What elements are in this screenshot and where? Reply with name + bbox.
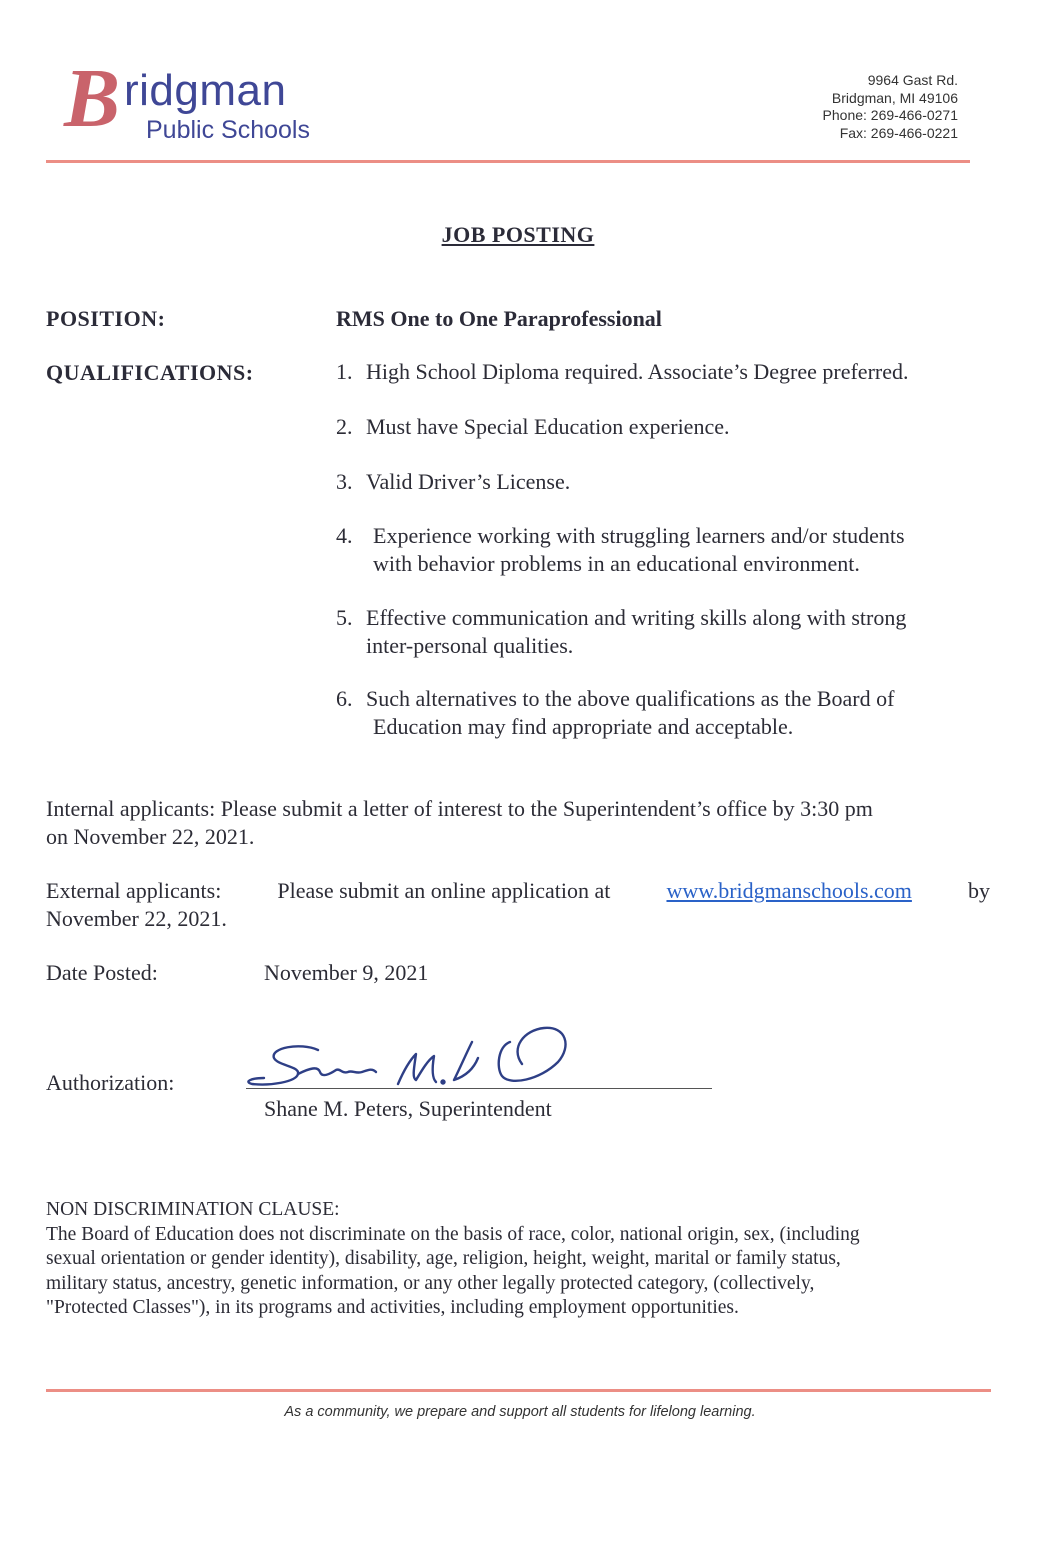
- logo-big-b: B: [64, 52, 121, 145]
- address-city: Bridgman, MI 49106: [831, 89, 958, 106]
- qualification-text: Experience working with struggling learners and/or students: [373, 523, 905, 548]
- external-line-1: [46, 877, 990, 905]
- qualification-text: Effective communication and writing skills along with strong: [366, 605, 907, 630]
- internal-line-2: on November 22, 2021.: [46, 824, 255, 849]
- address-fax: Fax: 269-466-0221: [839, 124, 958, 141]
- position-label: POSITION:: [46, 306, 166, 331]
- page-title: JOB POSTING: [441, 222, 595, 247]
- date-posted-value: November 9, 2021: [264, 960, 429, 985]
- external-line-2: November 22, 2021.: [46, 906, 227, 931]
- clause-line: sexual orientation or gender identity), disability, age, religion, height, weight, marital or family status,: [46, 1248, 841, 1270]
- qualifications-label: QUALIFICATIONS:: [46, 360, 254, 385]
- school-logo: [64, 52, 344, 150]
- logo-subtitle: Public Schools: [146, 116, 310, 144]
- date-posted-label: Date Posted:: [46, 960, 158, 985]
- clause-line: "Protected Classes"), in its programs and activities, including employment opportunities.: [46, 1297, 739, 1319]
- qualification-text: inter-personal qualities.: [366, 633, 574, 658]
- qualification-4: [336, 522, 905, 578]
- signer-name: Shane M. Peters, Superintendent: [264, 1096, 552, 1121]
- external-applicants: [46, 877, 990, 933]
- footer-motto: As a community, we prepare and support all students for lifelong learning.: [284, 1404, 756, 1420]
- qualification-text: Such alternatives to the above qualifications as the Board of: [366, 686, 895, 711]
- address-phone: Phone: 269-466-0271: [822, 107, 958, 123]
- external-by: by: [967, 878, 990, 903]
- signature-line: [246, 1088, 712, 1089]
- qualification-text: Education may find appropriate and acceptable.: [373, 714, 794, 739]
- signature-image: [240, 1018, 600, 1098]
- qualification-1: [336, 358, 909, 386]
- qualification-text: with behavior problems in an educational environment.: [373, 551, 860, 576]
- qualification-text: Valid Driver’s License.: [366, 469, 571, 494]
- qualification-number: 4.: [336, 523, 353, 548]
- internal-line-1: Internal applicants: Please submit a letter of interest to the Superintendent’s office by 3:30 pm: [46, 796, 873, 821]
- qualification-number: 1.: [336, 359, 353, 384]
- website-link[interactable]: www.bridgmanschools.com: [666, 878, 912, 903]
- nondiscrimination-clause: [46, 1198, 1006, 1321]
- qualification-5: [336, 604, 906, 660]
- internal-applicants: [46, 795, 996, 851]
- qualification-3: [336, 468, 570, 496]
- qualification-number: 6.: [336, 686, 353, 711]
- qualification-number: 5.: [336, 605, 353, 630]
- logo-wordmark: ridgman: [124, 66, 287, 115]
- address-street: 9964 Gast Rd.: [867, 72, 958, 88]
- clause-line: military status, ancestry, genetic information, or any other legally protected category, (collectively,: [46, 1272, 815, 1294]
- external-label: External applicants:: [46, 878, 222, 903]
- authorization-label: Authorization:: [46, 1070, 175, 1095]
- header-divider: [46, 160, 970, 163]
- external-text: Please submit an online application at: [277, 878, 611, 903]
- qualification-text: High School Diploma required. Associate’s Degree preferred.: [366, 359, 909, 384]
- school-address: [823, 72, 958, 142]
- clause-line: The Board of Education does not discriminate on the basis of race, color, national origin, sex, (including: [46, 1223, 860, 1245]
- clause-title: NON DISCRIMINATION CLAUSE:: [46, 1199, 340, 1220]
- position-value: RMS One to One Paraprofessional: [336, 306, 662, 331]
- qualification-number: 2.: [336, 414, 353, 439]
- qualification-text: Must have Special Education experience.: [366, 414, 730, 439]
- qualification-2: [336, 413, 729, 441]
- qualification-6: [336, 685, 894, 741]
- footer-divider: [46, 1389, 991, 1392]
- qualification-number: 3.: [336, 469, 353, 494]
